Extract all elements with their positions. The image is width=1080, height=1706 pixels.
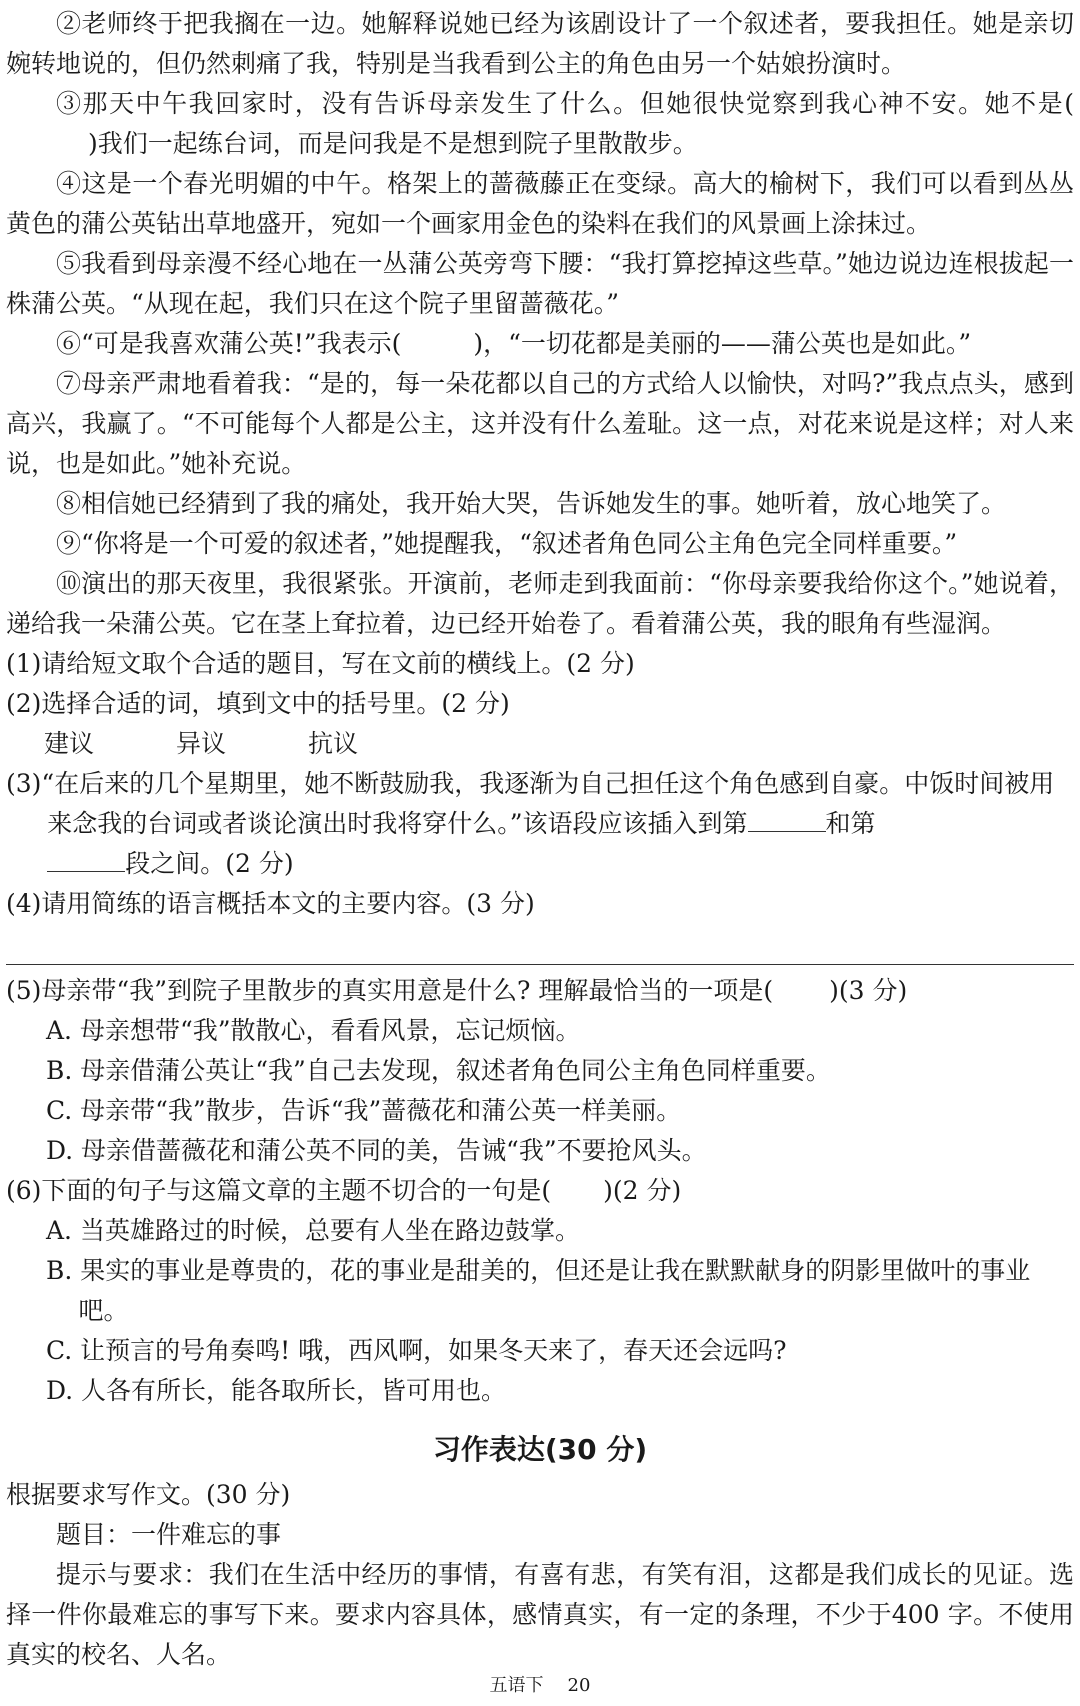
paragraph-4: ④这是一个春光明媚的中午。格架上的蔷薇藤正在变绿。高大的榆树下，我们可以看到丛丛黄色的蒲公英钻出草地盛开，宛如一个画家用金色的染料在我们的风景画上涂抹过。 <box>6 169 1074 238</box>
paragraph-6 <box>6 324 1074 364</box>
paragraph-9: ⑨“你将是一个可爱的叙述者，”她提醒我，“叙述者角色同公主角色完全同样重要。” <box>56 529 958 558</box>
word-option: 抗议 <box>308 729 359 758</box>
question-5-option-a[interactable]: A. 母亲想带“我”散散心，看看风景，忘记烦恼。 <box>46 1016 581 1045</box>
writing-topic: 题目：一件难忘的事 <box>56 1520 282 1549</box>
question-5 <box>6 971 1074 1011</box>
paragraph-6-head: ⑥“可是我喜欢蒲公英!”我表示( <box>56 329 402 358</box>
question-1: (1)请给短文取个合适的题目，写在文前的横线上。(2 分) <box>6 649 635 678</box>
question-3-text: (3)“在后来的几个星期里，她不断鼓励我，我逐渐为自己担任这个角色感到自豪。中饭时间被用来念我的台词或者谈论演出时我将穿什么。”该语段应该插入到第 <box>6 769 1055 838</box>
question-6-text: (6)下面的句子与这篇文章的主题不切合的一句是( <box>6 1176 552 1205</box>
paragraph-3-tail: )我们一起练台词，而是问我是不是想到院子里散散步。 <box>88 129 698 158</box>
question-2: (2)选择合适的词，填到文中的括号里。(2 分) <box>6 689 510 718</box>
paragraph-6-tail: )，“一切花都是美丽的——蒲公英也是如此。” <box>473 329 972 358</box>
paragraph-8: ⑧相信她已经猜到了我的痛处，我开始大哭，告诉她发生的事。她听着，放心地笑了。 <box>56 489 1007 518</box>
question-3-text-3: 段之间。(2 分) <box>125 849 294 878</box>
question-3-text-2: 和第 <box>825 809 876 838</box>
paragraph-2: ②老师终于把我搁在一边。她解释说她已经为该剧设计了一个叙述者，要我担任。她是亲切婉转地说的，但仍然刺痛了我，特别是当我看到公主的角色由另一个姑娘扮演时。 <box>6 9 1074 78</box>
writing-requirements: 提示与要求：我们在生活中经历的事情，有喜有悲，有笑有泪，这都是我们成长的见证。选择一件你最难忘的事写下来。要求内容具体，感情真实，有一定的条理，不少于400 字。不使用真实的校名、人名。 <box>6 1560 1074 1669</box>
writing-section-title: 习作表达(30 分) <box>432 1433 648 1466</box>
question-6 <box>6 1171 1074 1211</box>
question-5-text: (5)母亲带“我”到院子里散步的真实用意是什么? 理解最恰当的一项是( <box>6 976 774 1005</box>
question-3 <box>6 764 1074 884</box>
paragraph-5: ⑤我看到母亲漫不经心地在一丛蒲公英旁弯下腰：“我打算挖掉这些草。”她边说边连根拔起一株蒲公英。“从现在起，我们只在这个院子里留蔷薇花。” <box>6 249 1074 318</box>
question-5-option-b[interactable]: B. 母亲借蒲公英让“我”自己去发现，叙述者角色同公主角色同样重要。 <box>46 1056 831 1085</box>
question-6-option-a[interactable]: A. 当英雄路过的时候，总要有人坐在路边鼓掌。 <box>46 1216 580 1245</box>
paragraph-3 <box>6 84 1074 164</box>
question-5-score: )(3 分) <box>829 976 908 1005</box>
footer-label: 五语下 <box>489 1675 544 1696</box>
writing-instruction: 根据要求写作文。(30 分) <box>6 1480 291 1509</box>
question-2-word-bank <box>6 724 1074 764</box>
page-footer <box>0 1674 1080 1698</box>
paragraph-7: ⑦母亲严肃地看着我：“是的，每一朵花都以自己的方式给人以愉快，对吗?”我点点头，感到高兴，我赢了。“不可能每个人都是公主，这并没有什么羞耻。这一点，对花来说是这样；对人来说，也是如此。”她补充说。 <box>6 369 1074 478</box>
page-number: 20 <box>567 1675 591 1696</box>
question-6-option-c[interactable]: C. 让预言的号角奏鸣! 哦，西风啊，如果冬天来了，春天还会远吗? <box>46 1336 787 1365</box>
question-3-blank-1[interactable] <box>748 805 826 832</box>
question-4-answer-line[interactable] <box>6 946 1074 965</box>
question-6-option-b[interactable]: B. 果实的事业是尊贵的，花的事业是甜美的，但还是让我在默默献身的阴影里做叶的事业吧。 <box>46 1256 1031 1325</box>
word-option: 建议 <box>44 729 95 758</box>
question-6-option-d[interactable]: D. 人各有所长，能各取所长，皆可用也。 <box>46 1376 507 1405</box>
question-6-score: )(2 分) <box>603 1176 682 1205</box>
question-5-option-c[interactable]: C. 母亲带“我”散步，告诉“我”蔷薇花和蒲公英一样美丽。 <box>46 1096 682 1125</box>
question-3-blank-2[interactable] <box>47 845 125 872</box>
paragraph-3-head: ③那天中午我回家时，没有告诉母亲发生了什么。但她很快觉察到我心神不安。她不是( <box>56 89 1074 118</box>
question-4: (4)请用简练的语言概括本文的主要内容。(3 分) <box>6 889 535 918</box>
question-5-option-d[interactable]: D. 母亲借蔷薇花和蒲公英不同的美，告诫“我”不要抢风头。 <box>46 1136 707 1165</box>
word-option: 异议 <box>176 729 227 758</box>
paragraph-10: ⑩演出的那天夜里，我很紧张。开演前，老师走到我面前：“你母亲要我给你这个。”她说着，递给我一朵蒲公英。它在茎上耷拉着，边已经开始卷了。看着蒲公英，我的眼角有些湿润。 <box>6 569 1074 638</box>
